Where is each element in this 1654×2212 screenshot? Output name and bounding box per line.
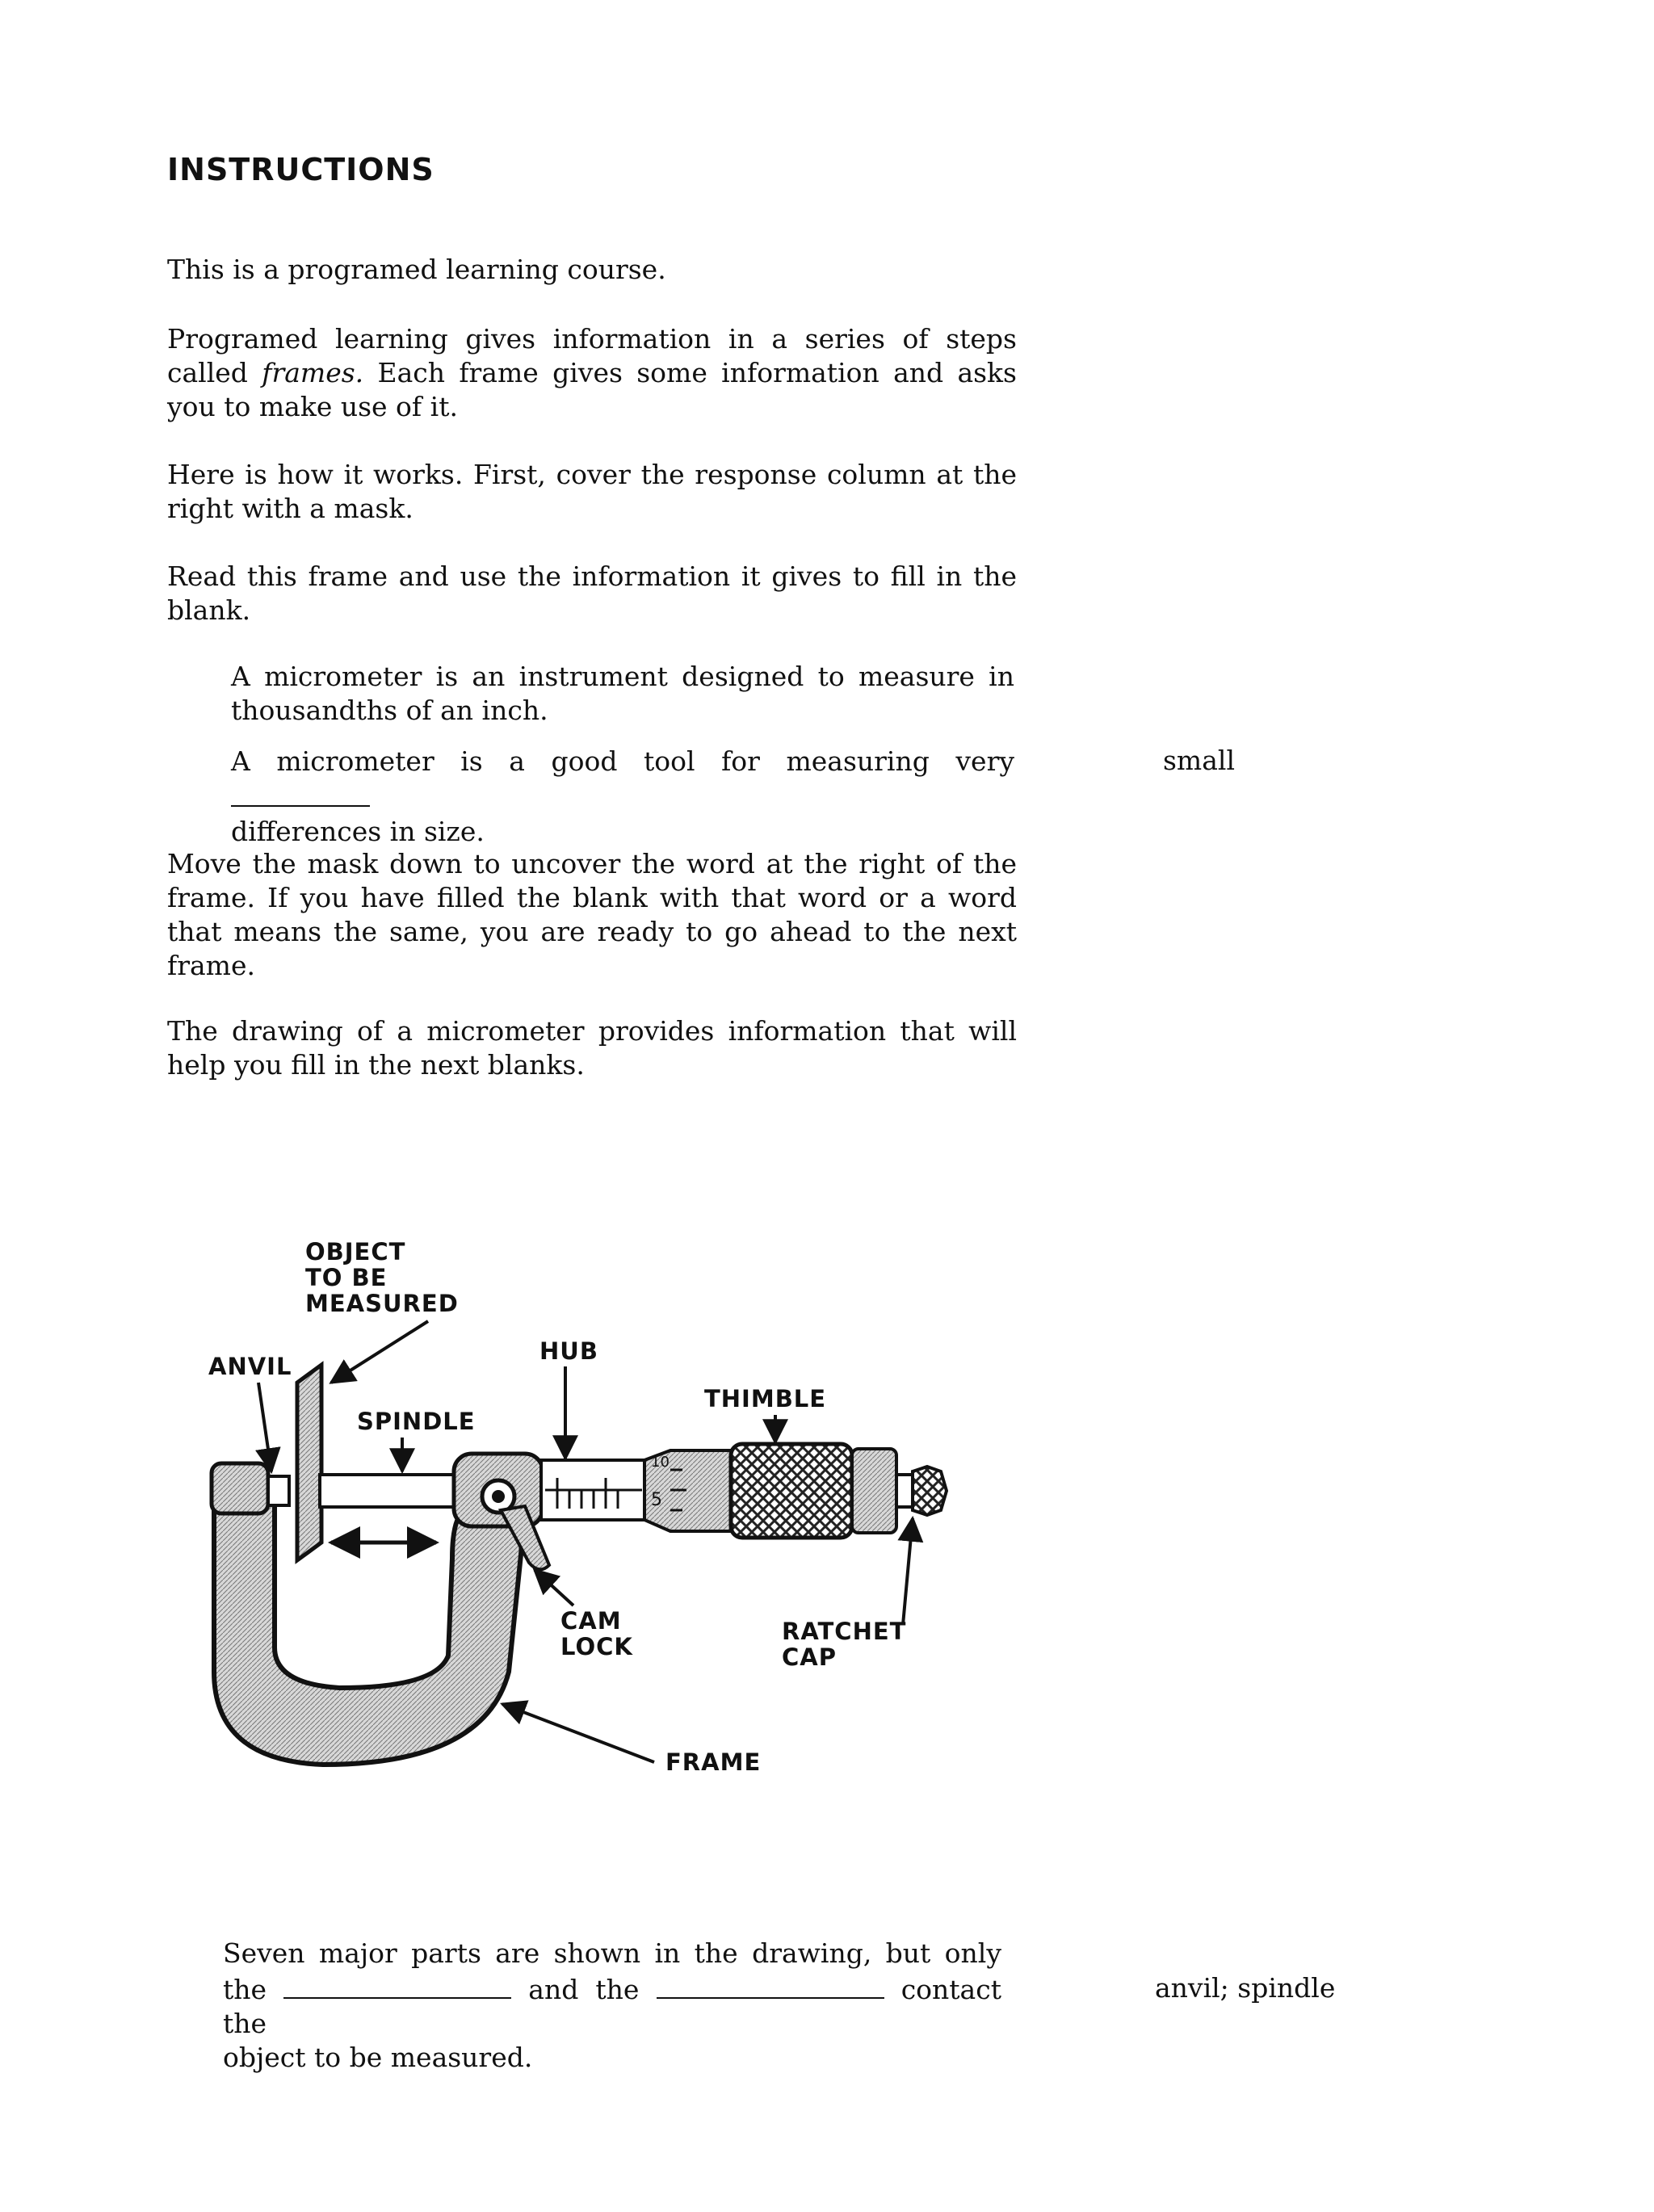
text-fragment: the [223, 1974, 267, 2005]
cam-lock-pointer [535, 1570, 573, 1605]
paragraph-line: that means the same, you are ready to go ahead to the next [167, 916, 1017, 947]
paragraph-line: Here is how it works. First, cover the response column at the [167, 459, 1017, 490]
paragraph-line: differences in size. [231, 816, 485, 847]
object-pointer [331, 1321, 428, 1383]
paragraph-line: Programed learning gives information in a series of steps [167, 323, 1017, 355]
paragraph-line: thousandths of an inch. [231, 695, 548, 726]
label-anvil: ANVIL [208, 1353, 292, 1380]
paragraph-line: A micrometer is an instrument designed to measure in [231, 661, 1014, 692]
anvil-pointer [258, 1383, 271, 1471]
scale-label-10: 10 [651, 1454, 670, 1471]
frame2-answer: anvil; spindle [1155, 1972, 1336, 2004]
label-cap: CAP [782, 1643, 837, 1671]
label-object-line3: MEASURED [305, 1290, 459, 1317]
fill-in-blank[interactable] [657, 1971, 884, 1999]
spindle-shaft [320, 1475, 465, 1507]
thimble-grip [731, 1444, 852, 1538]
paragraph-line: right with a mask. [167, 493, 414, 524]
text-fragment: A micrometer is a good tool for measuring very [231, 745, 1014, 777]
cam-lock-pin [492, 1490, 505, 1503]
text-fragment: called [167, 357, 248, 388]
thimble-barrel [852, 1449, 896, 1533]
page-heading: INSTRUCTIONS [167, 152, 434, 187]
label-lock: LOCK [560, 1633, 633, 1660]
text-fragment: and the [528, 1974, 640, 2005]
text-fragment: Each frame gives some information and asks [377, 357, 1017, 388]
anvil-block [212, 1463, 268, 1513]
label-object-line2: TO BE [305, 1264, 388, 1291]
paragraph-line: object to be measured. [223, 2042, 533, 2073]
paragraph-line: Read this frame and use the information it gives to fill in the [167, 560, 1017, 592]
intro-line: This is a programed learning course. [167, 254, 666, 285]
label-thimble: THIMBLE [704, 1385, 827, 1412]
ratchet-cap [913, 1467, 947, 1515]
frame2-question [223, 1937, 1001, 2075]
ratchet-neck [896, 1475, 913, 1507]
paragraph-line: frame. [167, 950, 255, 981]
text-fragment: contact the [223, 1974, 1001, 2039]
label-cam: CAM [560, 1607, 622, 1635]
fill-in-blank[interactable] [283, 1971, 511, 1999]
paragraph-line: Move the mask down to uncover the word at the right of the [167, 848, 1017, 879]
label-ratchet: RATCHET [782, 1618, 907, 1645]
frames-term: frames. [262, 357, 364, 388]
label-frame: FRAME [665, 1748, 762, 1776]
label-hub: HUB [539, 1337, 598, 1365]
object-plate [297, 1365, 321, 1560]
label-spindle: SPINDLE [357, 1408, 476, 1435]
frame-shape [214, 1494, 521, 1765]
paragraph-line: frame. If you have filled the blank with that word or a word [167, 882, 1017, 913]
paragraph-line [223, 1971, 1001, 2041]
paragraph-line: Seven major parts are shown in the drawing, but only [223, 1937, 1001, 1969]
paragraph-line: you to make use of it. [167, 391, 458, 422]
paragraph-line: help you fill in the next blanks. [167, 1049, 585, 1081]
anvil-face [268, 1476, 289, 1505]
frame1-answer: small [1163, 745, 1236, 776]
ratchet-pointer [903, 1518, 913, 1625]
paragraph-line: The drawing of a micrometer provides information that will [167, 1015, 1017, 1047]
scale-label-5: 5 [651, 1490, 662, 1510]
paragraph-line: blank. [167, 594, 251, 626]
frame-pointer [502, 1704, 654, 1762]
label-object-line1: OBJECT [305, 1238, 406, 1265]
